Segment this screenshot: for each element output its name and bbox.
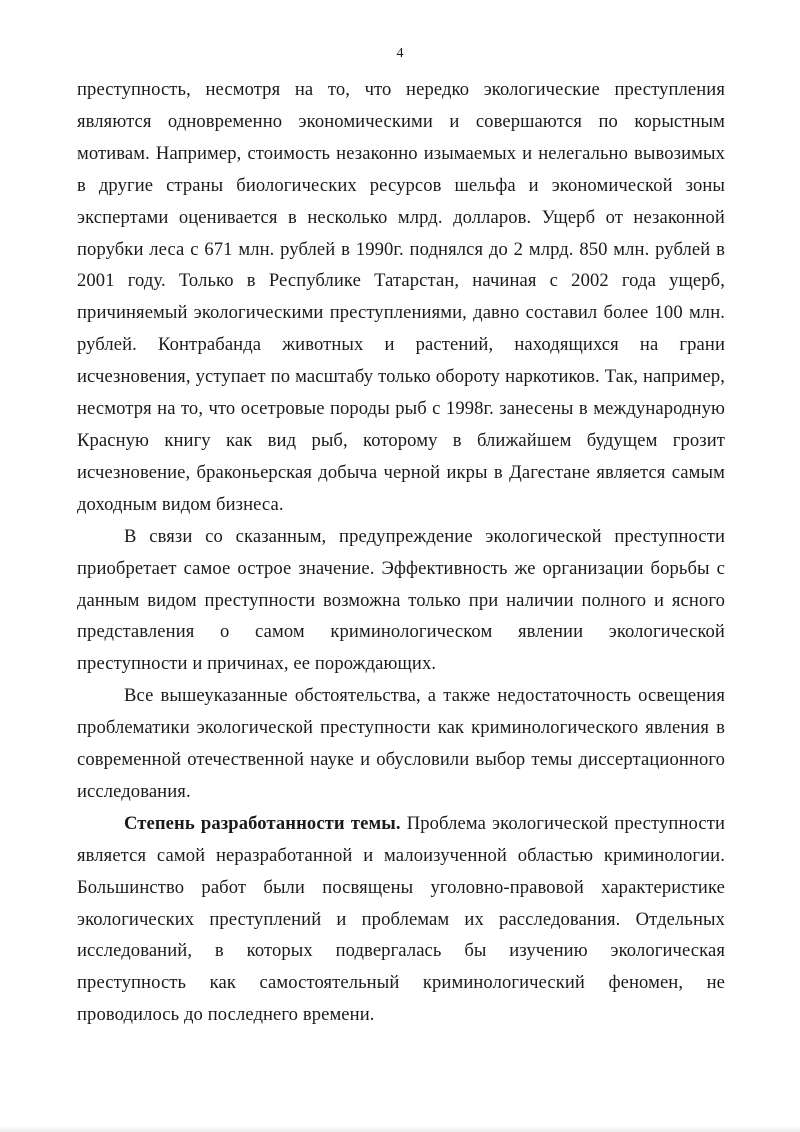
paragraph-heading: Степень разработанности темы. — [124, 812, 401, 834]
page-number: 4 — [396, 46, 404, 61]
scan-edge — [0, 1126, 800, 1132]
paragraph-text: преступность, несмотря на то, что нередко экологические преступления являются одновременно экономическими и совершаются по корыстным мотивам. Например, стоимость незаконно изымаемых и нелегально вывозимых в другие страны биологических ресурсов шельфа и экономической зоны экспертами оценивается в несколько млрд. долларов. Ущерб от незаконной порубки леса с 671 млн. рублей в 1990г. поднялся до 2 млрд. 850 млн. рублей в 2001 году. Только в Республике Татарстан, начиная с 2002 года ущерб, причиняемый экологическими преступлениями, давно составил более 100 млн. рублей. Контрабанда животных и растений, находящихся на грани исчезновения, уступает по масштабу только обороту наркотиков. Так, например, несмотря на то, что осетровые породы рыб с 1998г. занесены в международную Красную книгу как вид рыб, которому в ближайшем будущем грозит исчезновение, браконьерская добыча черной икры в Дагестане является самым доходным видом бизнеса. — [77, 79, 725, 515]
paragraph-topic-choice — [77, 680, 725, 808]
paragraph-text: Все вышеуказанные обстоятельства, а также недостаточность освещения проблематики экологической преступности как криминологического явления в современной отечественной науке и обусловили выбор темы диссертационного исследования. — [77, 685, 725, 802]
paragraph-degree-of-development — [77, 808, 725, 1031]
paragraph-prevention — [77, 521, 725, 681]
document-body — [77, 74, 725, 1031]
paragraph-text: В связи со сказанным, предупреждение экологической преступности приобретает самое острое значение. Эффективность же организации борьбы с данным видом преступности возможна только при наличии полного и ясного представления о самом криминологическом явлении экологической преступности и причинах, ее порождающих. — [77, 525, 725, 675]
paragraph-continuation — [77, 74, 725, 521]
paragraph-text: Проблема экологической преступности является самой неразработанной и малоизученной областью криминологии. Большинство работ были посвящены уголовно-правовой характеристике экологических преступлений и проблемам их расследования. Отдельных исследований, в которых подвергалась бы изучению экологическая преступность как самостоятельный криминологический феномен, не проводилось до последнего времени. — [77, 812, 725, 1026]
